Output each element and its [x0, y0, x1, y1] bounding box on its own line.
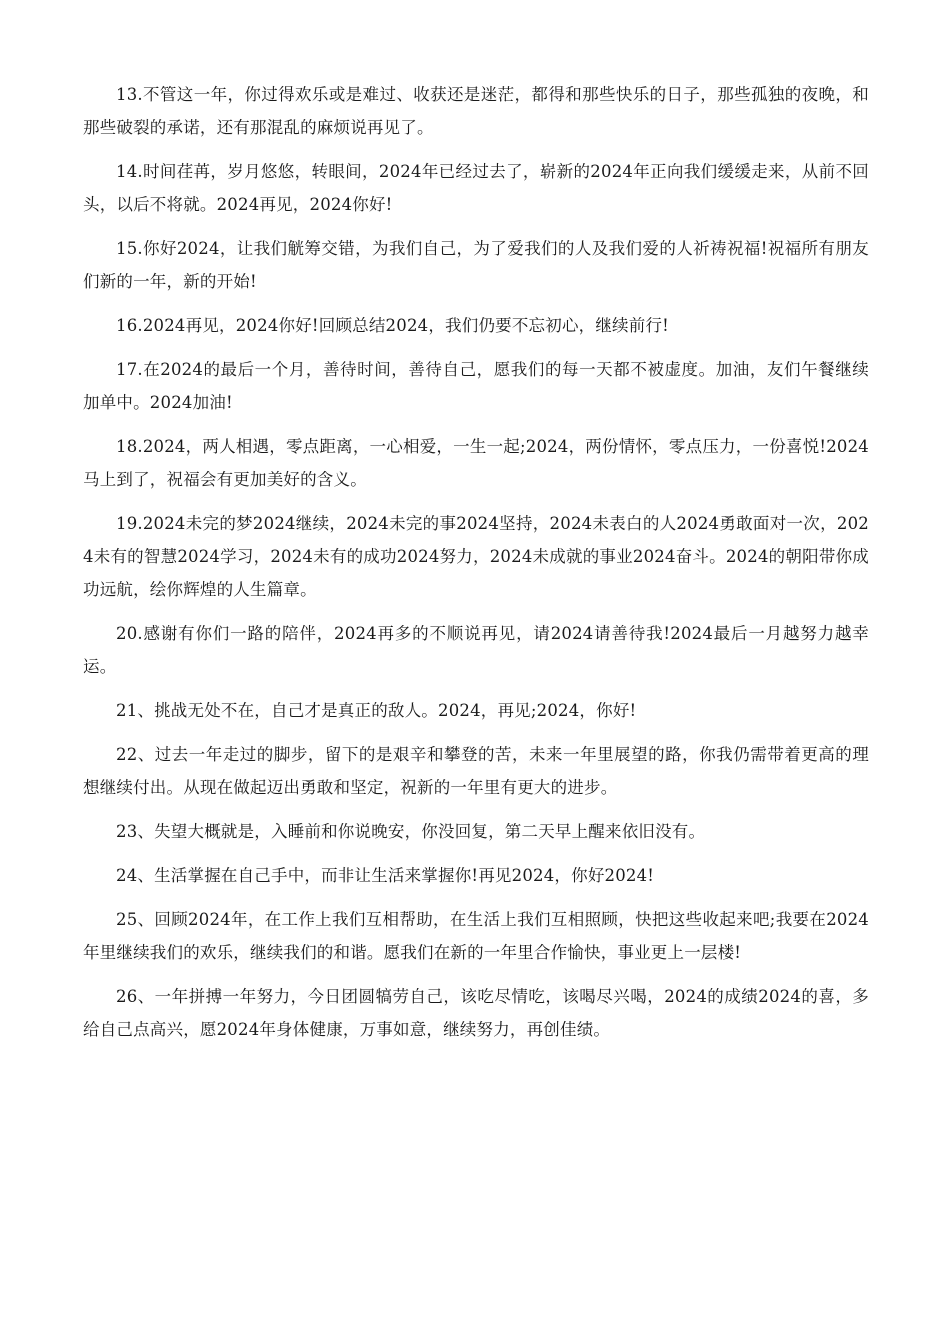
document-body: [83, 78, 869, 1057]
paragraph-21: 21、挑战无处不在，自己才是真正的敌人。2024，再见;2024，你好!: [116, 701, 637, 720]
paragraph-16: 16.2024再见，2024你好!回顾总结2024，我们仍要不忘初心，继续前行!: [116, 316, 669, 335]
paragraph-13: 13.不管这一年，你过得欢乐或是难过、收获还是迷茫，都得和那些快乐的日子，那些孤独的夜晚，和那些破裂的承诺，还有那混乱的麻烦说再见了。: [83, 85, 869, 137]
paragraph-19: 19.2024未完的梦2024继续，2024未完的事2024坚持，2024未表白的人2024勇敢面对一次，2024未有的智慧2024学习，2024未有的成功2024努力，2024未成就的事业2024奋斗。2024的朝阳带你成功远航，绘你辉煌的人生篇章。: [83, 514, 869, 599]
paragraph-24: 24、生活掌握在自己手中，而非让生活来掌握你!再见2024，你好2024!: [116, 866, 655, 885]
paragraph-14: 14.时间荏苒，岁月悠悠，转眼间，2024年已经过去了，崭新的2024年正向我们缓缓走来，从前不回头，以后不将就。2024再见，2024你好!: [83, 162, 869, 214]
paragraph-20: 20.感谢有你们一路的陪伴，2024再多的不顺说再见，请2024请善待我!2024最后一月越努力越幸运。: [83, 624, 869, 676]
paragraph-18: 18.2024，两人相遇，零点距离，一心相爱，一生一起;2024，两份情怀，零点压力，一份喜悦!2024马上到了，祝福会有更加美好的含义。: [83, 437, 869, 489]
paragraph-23: 23、失望大概就是，入睡前和你说晚安，你没回复，第二天早上醒来依旧没有。: [116, 822, 706, 841]
paragraph-15: 15.你好2024，让我们觥筹交错，为我们自己，为了爱我们的人及我们爱的人祈祷祝福!祝福所有朋友们新的一年，新的开始!: [83, 239, 869, 291]
paragraph-25: 25、回顾2024年，在工作上我们互相帮助，在生活上我们互相照顾，快把这些收起来吧;我要在2024年里继续我们的欢乐，继续我们的和谐。愿我们在新的一年里合作愉快，事业更上一层楼!: [83, 910, 869, 962]
paragraph-26: 26、一年拼搏一年努力，今日团圆犒劳自己，该吃尽情吃，该喝尽兴喝，2024的成绩2024的喜，多给自己点高兴，愿2024年身体健康，万事如意，继续努力，再创佳绩。: [83, 987, 869, 1039]
paragraph-22: 22、过去一年走过的脚步，留下的是艰辛和攀登的苦，未来一年里展望的路，你我仍需带着更高的理想继续付出。从现在做起迈出勇敢和坚定，祝新的一年里有更大的进步。: [83, 745, 869, 797]
paragraph-17: 17.在2024的最后一个月，善待时间，善待自己，愿我们的每一天都不被虚度。加油，友们午餐继续加单中。2024加油!: [83, 360, 869, 412]
